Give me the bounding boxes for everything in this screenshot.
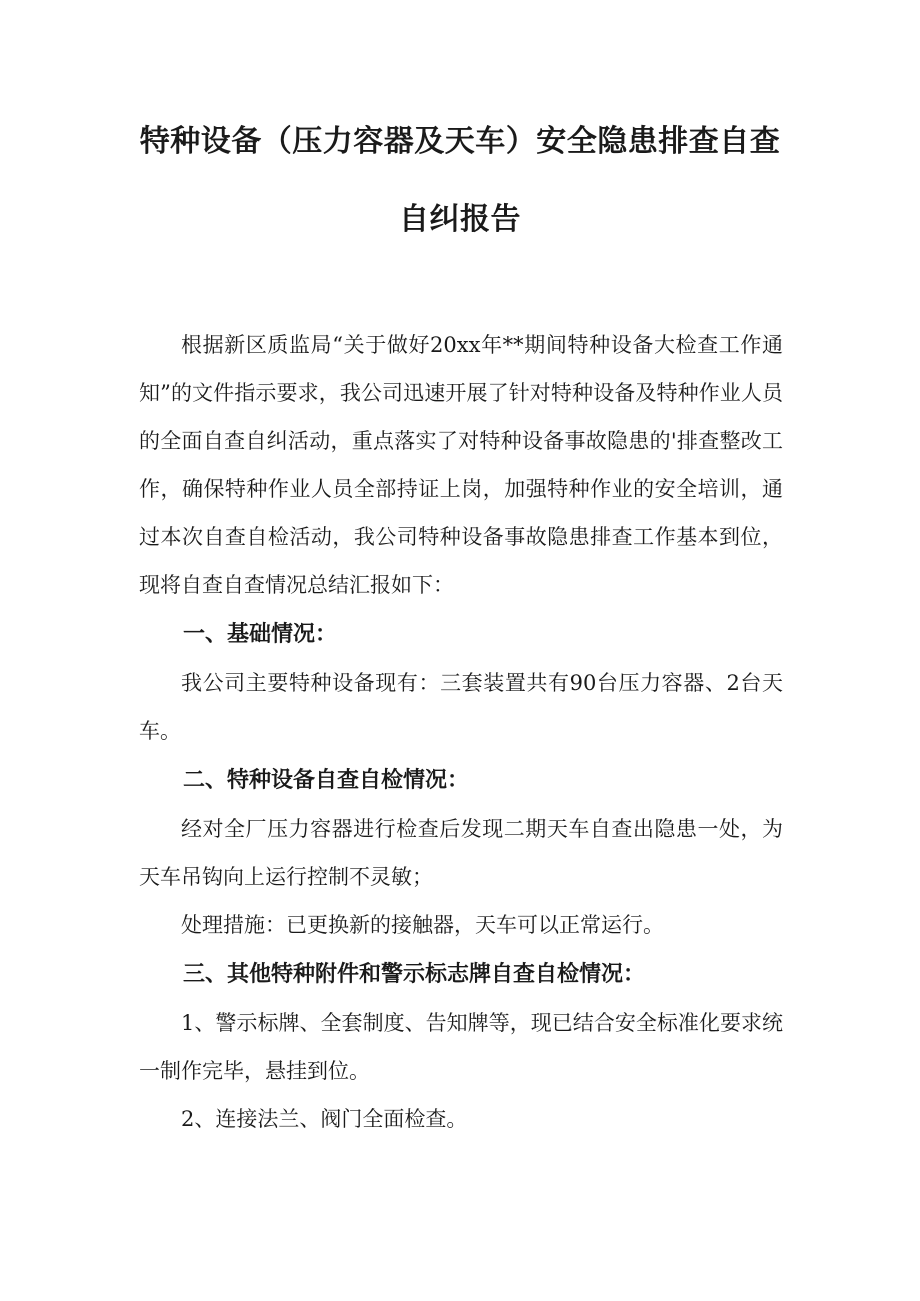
section1-heading: 一、基础情况： — [183, 622, 338, 647]
section3-item1-paragraph: 1、警示标牌、全套制度、告知牌等，现已结合安全标准化要求统一制作完毕，悬挂到位。 — [139, 1011, 783, 1083]
section2-heading: 二、特种设备自查自检情况： — [183, 768, 470, 793]
section1-paragraph: 我公司主要特种设备现有：三套装置共有90台压力容器、2台天车。 — [139, 671, 783, 743]
section2-measure-paragraph: 处理措施：已更换新的接触器，天车可以正常运行。 — [181, 913, 664, 937]
section3-heading: 三、其他特种附件和警示标志牌自查自检情况： — [183, 962, 646, 987]
document-body — [139, 321, 783, 1143]
document-title-line2: 自纠报告 — [399, 202, 521, 237]
intro-paragraph: 根据新区质监局“关于做好20xx年**期间特种设备大检查工作通知”的文件指示要求，我公司迅速开展了针对特种设备及特种作业人员的全面自查自纠活动，重点落实了对特种设备事故隐患的'排查整改工作，确保特种作业人员全部持证上岗，加强特种作业的安全培训，通过本次自查自检活动，我公司特种设备事故隐患排查工作基本到位，现将自查自查情况总结汇报如下： — [139, 333, 783, 597]
document-title-line1: 特种设备（压力容器及天车）安全隐患排查自查 — [139, 124, 781, 159]
section2-paragraph: 经对全厂压力容器进行检查后发现二期天车自查出隐患一处，为天车吊钩向上运行控制不灵敏； — [139, 817, 783, 889]
section3-item2-paragraph: 2、连接法兰、阀门全面检查。 — [181, 1107, 468, 1131]
